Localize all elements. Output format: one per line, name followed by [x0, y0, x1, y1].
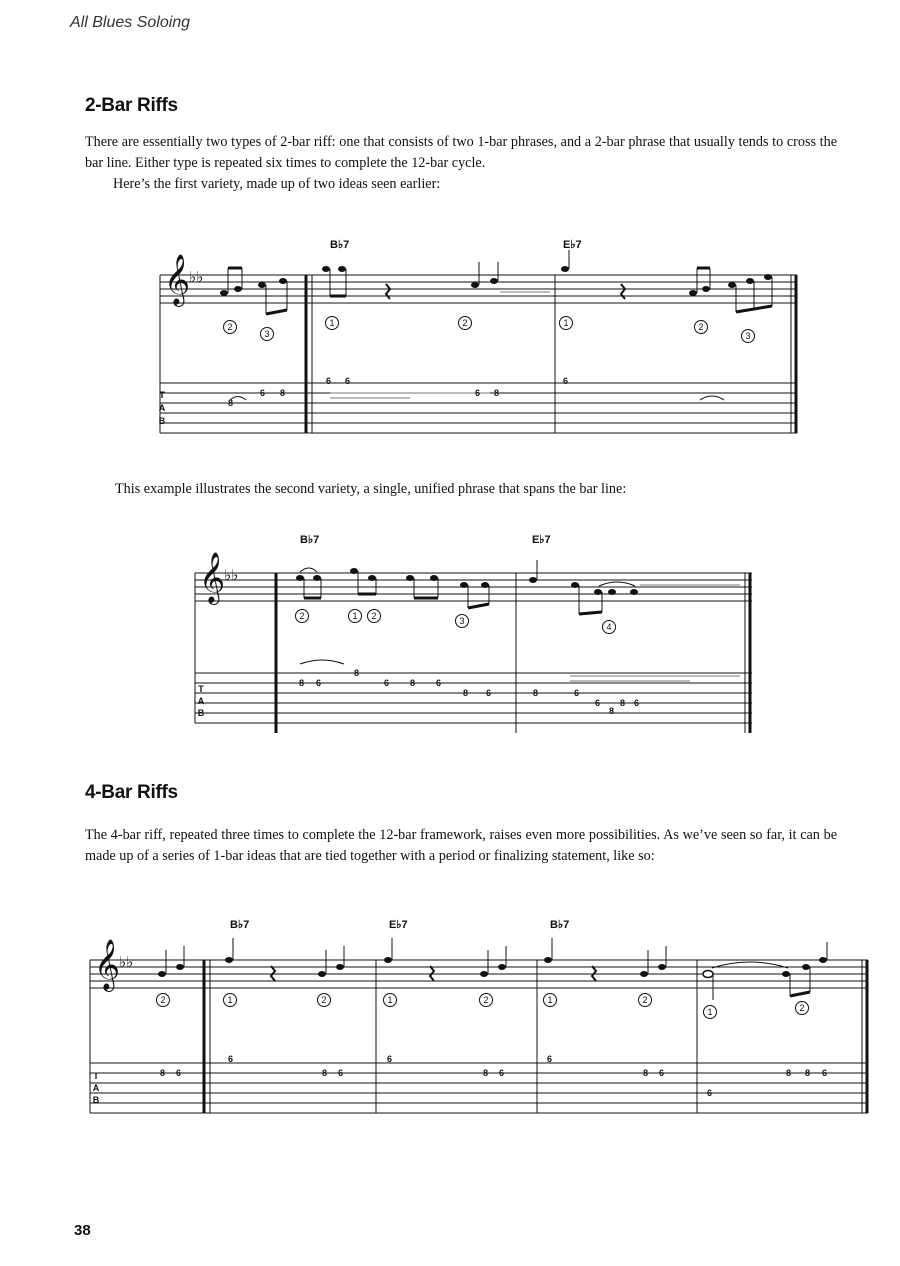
tab-fret-number: 8 — [354, 668, 360, 678]
tab-letter: A — [92, 1083, 100, 1093]
tab-fret-number: 6 — [387, 1054, 393, 1064]
tab-fret-number: 6 — [228, 1054, 234, 1064]
string-number: 2 — [458, 316, 472, 330]
key-signature: ♭♭ — [224, 566, 239, 584]
string-number: 1 — [348, 609, 362, 623]
string-number: 2 — [223, 320, 237, 334]
tab-fret-number: 8 — [322, 1068, 328, 1078]
tab-fret-number: 6 — [486, 688, 492, 698]
scan-noise — [570, 585, 740, 681]
tab-fret-number: 8 — [643, 1068, 649, 1078]
treble-clef-icon: 𝄞 — [94, 939, 121, 990]
tab-fret-number: 6 — [822, 1068, 828, 1078]
chord-symbol: E♭7 — [563, 239, 582, 251]
chord-symbol: B♭7 — [230, 919, 250, 931]
staff-lines — [195, 573, 752, 601]
rests — [271, 966, 596, 981]
barlines — [90, 960, 867, 1113]
tab-fret-number: 6 — [563, 376, 569, 386]
string-number: 1 — [559, 316, 573, 330]
string-number: 4 — [602, 620, 616, 634]
string-number: 1 — [223, 993, 237, 1007]
string-number: 2 — [367, 609, 381, 623]
tab-fret-number: 8 — [620, 698, 626, 708]
tab-fret-number: 6 — [345, 376, 351, 386]
tab-fret-number: 8 — [609, 706, 615, 716]
staff-lines — [90, 960, 868, 988]
tab-letter: T — [198, 684, 204, 694]
tab-fret-number: 6 — [338, 1068, 344, 1078]
tab-letter: A — [158, 403, 166, 413]
paragraph-line: There are essentially two types of 2-bar riff: one that consists of two 1-bar phrases, and a 2-bar phrase that usually tends to cross the bar line. Either type is repeated six times to complete the 12-bar cycle. — [85, 134, 837, 171]
tab-fret-number: 6 — [384, 678, 390, 688]
page-number: 38 — [74, 1222, 91, 1239]
tab-clef — [197, 683, 205, 719]
string-number: 2 — [638, 993, 652, 1007]
tab-fret-number: 8 — [228, 398, 234, 408]
tab-fret-number: 6 — [260, 388, 266, 398]
tab-fret-number: 8 — [805, 1068, 811, 1078]
tab-fret-number: 8 — [160, 1068, 166, 1078]
tab-lines — [90, 1063, 868, 1113]
chord-symbol: B♭7 — [550, 919, 570, 931]
key-signature: ♭♭ — [119, 953, 134, 971]
stems — [304, 560, 602, 614]
tab-fret-number: 8 — [483, 1068, 489, 1078]
chord-symbol: B♭7 — [300, 534, 320, 546]
string-number: 3 — [260, 327, 274, 341]
string-number: 1 — [325, 316, 339, 330]
stems — [166, 938, 827, 1000]
tab-fret-number: 6 — [595, 698, 601, 708]
staff-lines — [160, 275, 797, 303]
tab-fret-number: 6 — [574, 688, 580, 698]
string-number: 2 — [479, 993, 493, 1007]
tab-fret-number: 6 — [176, 1068, 182, 1078]
tab-fret-number: 8 — [280, 388, 286, 398]
tab-fret-number: 6 — [499, 1068, 505, 1078]
running-head: All Blues Soloing — [70, 14, 191, 31]
key-signature: ♭♭ — [189, 268, 204, 286]
tab-fret-number: 6 — [475, 388, 481, 398]
string-number: 2 — [295, 609, 309, 623]
tab-clef — [92, 1070, 100, 1106]
stems — [228, 250, 772, 314]
tab-fret-number: 6 — [316, 678, 322, 688]
tab-clef — [158, 389, 166, 428]
section-title-4-bar-riffs: 4-Bar Riffs — [85, 782, 178, 803]
tab-letter: B — [92, 1095, 100, 1105]
scan-noise — [330, 292, 550, 398]
string-number: 2 — [156, 993, 170, 1007]
string-number: 2 — [795, 1001, 809, 1015]
intro-paragraph-4-bar: The 4-bar riff, repeated three times to complete the 12-bar framework, raises even more possibilities. As we’ve seen so far, it can be made up of a series of 1-bar ideas that are tied together with a period or finalizing statement, like so: — [85, 827, 837, 864]
tab-fret-number: 6 — [707, 1088, 713, 1098]
rests — [386, 284, 625, 299]
chord-symbol: B♭7 — [330, 239, 350, 251]
noteheads — [158, 957, 827, 977]
tab-fret-number: 8 — [410, 678, 416, 688]
string-number: 1 — [543, 993, 557, 1007]
tab-letter: B — [158, 416, 166, 426]
tab-fret-number: 8 — [463, 688, 469, 698]
tab-letter: B — [197, 708, 205, 718]
tab-fret-number: 6 — [634, 698, 640, 708]
string-number: 3 — [741, 329, 755, 343]
beams — [790, 992, 810, 996]
tab-fret-number: 8 — [786, 1068, 792, 1078]
noteheads — [220, 266, 772, 296]
tab-fret-number: 8 — [494, 388, 500, 398]
string-number: 1 — [703, 1005, 717, 1019]
tab-fret-number: 6 — [547, 1054, 553, 1064]
beams — [228, 268, 772, 314]
tab-fret-number: 6 — [436, 678, 442, 688]
section-title-2-bar-riffs: 2-Bar Riffs — [85, 95, 178, 116]
tab-fret-number: 6 — [326, 376, 332, 386]
tab-fret-number: 8 — [299, 678, 305, 688]
caption-second-variety: This example illustrates the second variety, a single, unified phrase that spans the bar line: — [115, 481, 627, 497]
barlines — [160, 275, 796, 433]
noteheads — [296, 568, 638, 595]
half-note — [703, 971, 713, 978]
intro-paragraph-2-bar — [85, 132, 837, 195]
barlines — [195, 573, 750, 733]
tab-fret-number: 8 — [533, 688, 539, 698]
string-number: 3 — [455, 614, 469, 628]
treble-clef-icon: 𝄞 — [164, 254, 191, 305]
tab-fret-number: 6 — [659, 1068, 665, 1078]
tab-lines — [195, 673, 752, 723]
string-number: 2 — [694, 320, 708, 334]
chord-symbol: E♭7 — [532, 534, 551, 546]
ties — [712, 962, 788, 968]
tab-letter: T — [159, 390, 165, 400]
treble-clef-icon: 𝄞 — [199, 552, 226, 603]
tab-letter: A — [197, 696, 205, 706]
paragraph-line: Here’s the first variety, made up of two ideas seen earlier: — [113, 176, 441, 192]
tab-letter: T — [93, 1071, 99, 1081]
chord-symbol: E♭7 — [389, 919, 408, 931]
string-number: 1 — [383, 993, 397, 1007]
string-number: 2 — [317, 993, 331, 1007]
